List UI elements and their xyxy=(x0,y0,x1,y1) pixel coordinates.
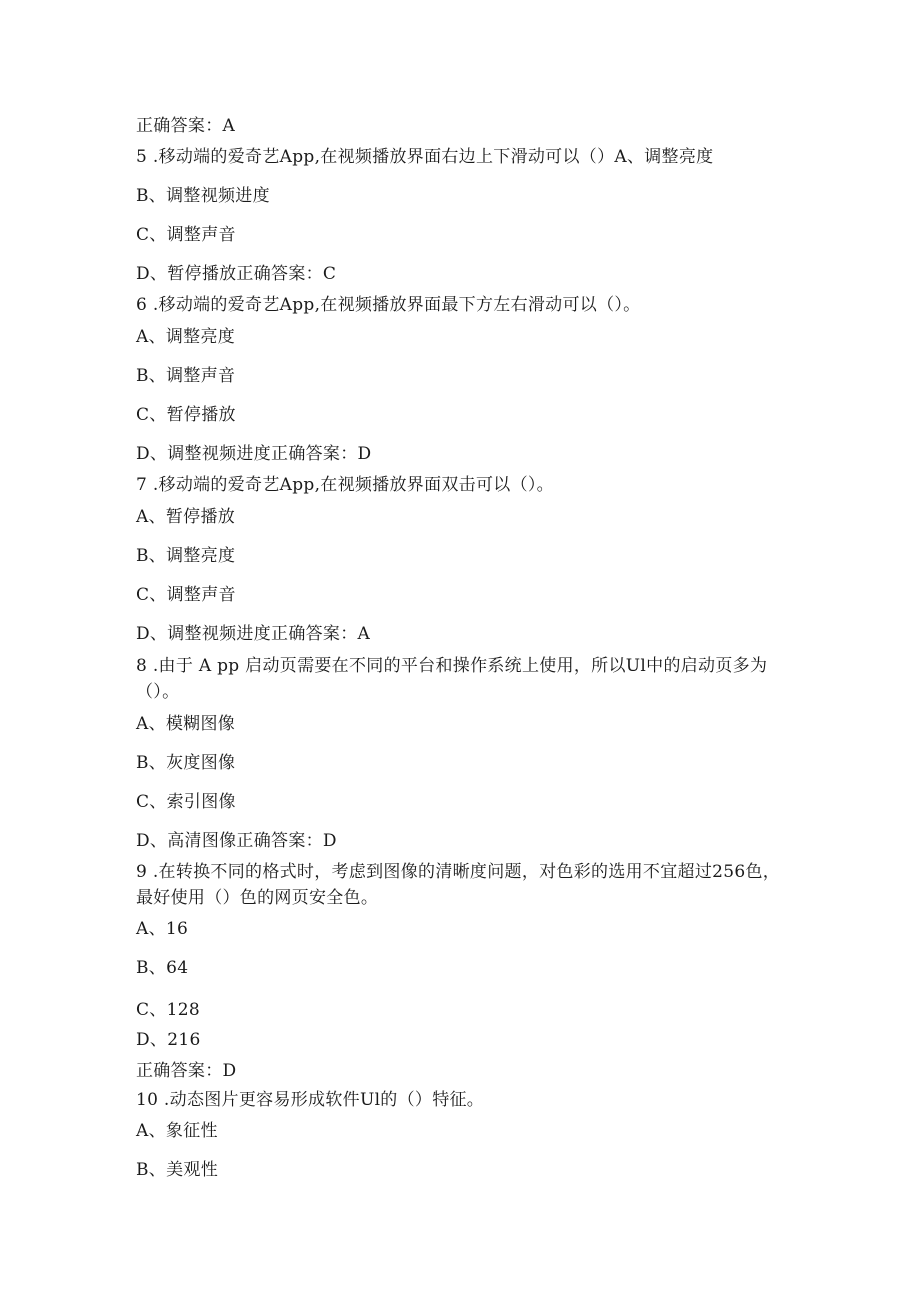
answer-line: 正确答案：D xyxy=(136,1061,237,1081)
option-line: A、象征性 xyxy=(136,1121,218,1141)
option-line: B、灰度图像 xyxy=(136,753,236,773)
option-line: C、调整声音 xyxy=(136,585,236,605)
option-line: B、调整视频进度 xyxy=(136,186,270,206)
question-10: 10 .动态图片更容易形成软件Ul的（）特征。 xyxy=(136,1090,485,1110)
option-line: B、调整声音 xyxy=(136,366,236,386)
question-6: 6 .移动端的爱奇艺App,在视频播放界面最下方左右滑动可以（）。 xyxy=(136,295,641,315)
option-line: A、16 xyxy=(136,919,189,939)
option-line: B、调整亮度 xyxy=(136,546,236,566)
question-8: 8 .由于 A pp 启动页需要在不同的平台和操作系统上使用，所以Ul中的启动页多为（）。 xyxy=(136,656,768,702)
option-answer-line: D、高清图像正确答案：D xyxy=(136,831,337,851)
option-line: A、模糊图像 xyxy=(136,714,236,734)
question-7: 7 .移动端的爱奇艺App,在视频播放界面双击可以（）。 xyxy=(136,475,554,495)
option-line: B、64 xyxy=(136,958,189,978)
option-line: C、128 xyxy=(136,1000,200,1020)
option-answer-line: D、暂停播放正确答案：C xyxy=(136,264,337,284)
option-line: C、暂停播放 xyxy=(136,405,236,425)
option-line: A、调整亮度 xyxy=(136,327,236,347)
option-line: D、216 xyxy=(136,1030,201,1050)
option-line: B、美观性 xyxy=(136,1160,218,1180)
option-line: A、暂停播放 xyxy=(136,507,236,527)
option-answer-line: D、调整视频进度正确答案：A xyxy=(136,624,371,644)
question-5: 5 .移动端的爱奇艺App,在视频播放界面右边上下滑动可以（）A、调整亮度 xyxy=(136,147,714,167)
option-line: C、索引图像 xyxy=(136,792,236,812)
question-9: 9 .在转换不同的格式时，考虑到图像的清晰度问题，对色彩的选用不宜超过256色，最好使用（）色的网页安全色。 xyxy=(136,862,781,908)
answer-line: 正确答案：A xyxy=(136,116,236,136)
option-answer-line: D、调整视频进度正确答案：D xyxy=(136,444,372,464)
option-line: C、调整声音 xyxy=(136,225,236,245)
